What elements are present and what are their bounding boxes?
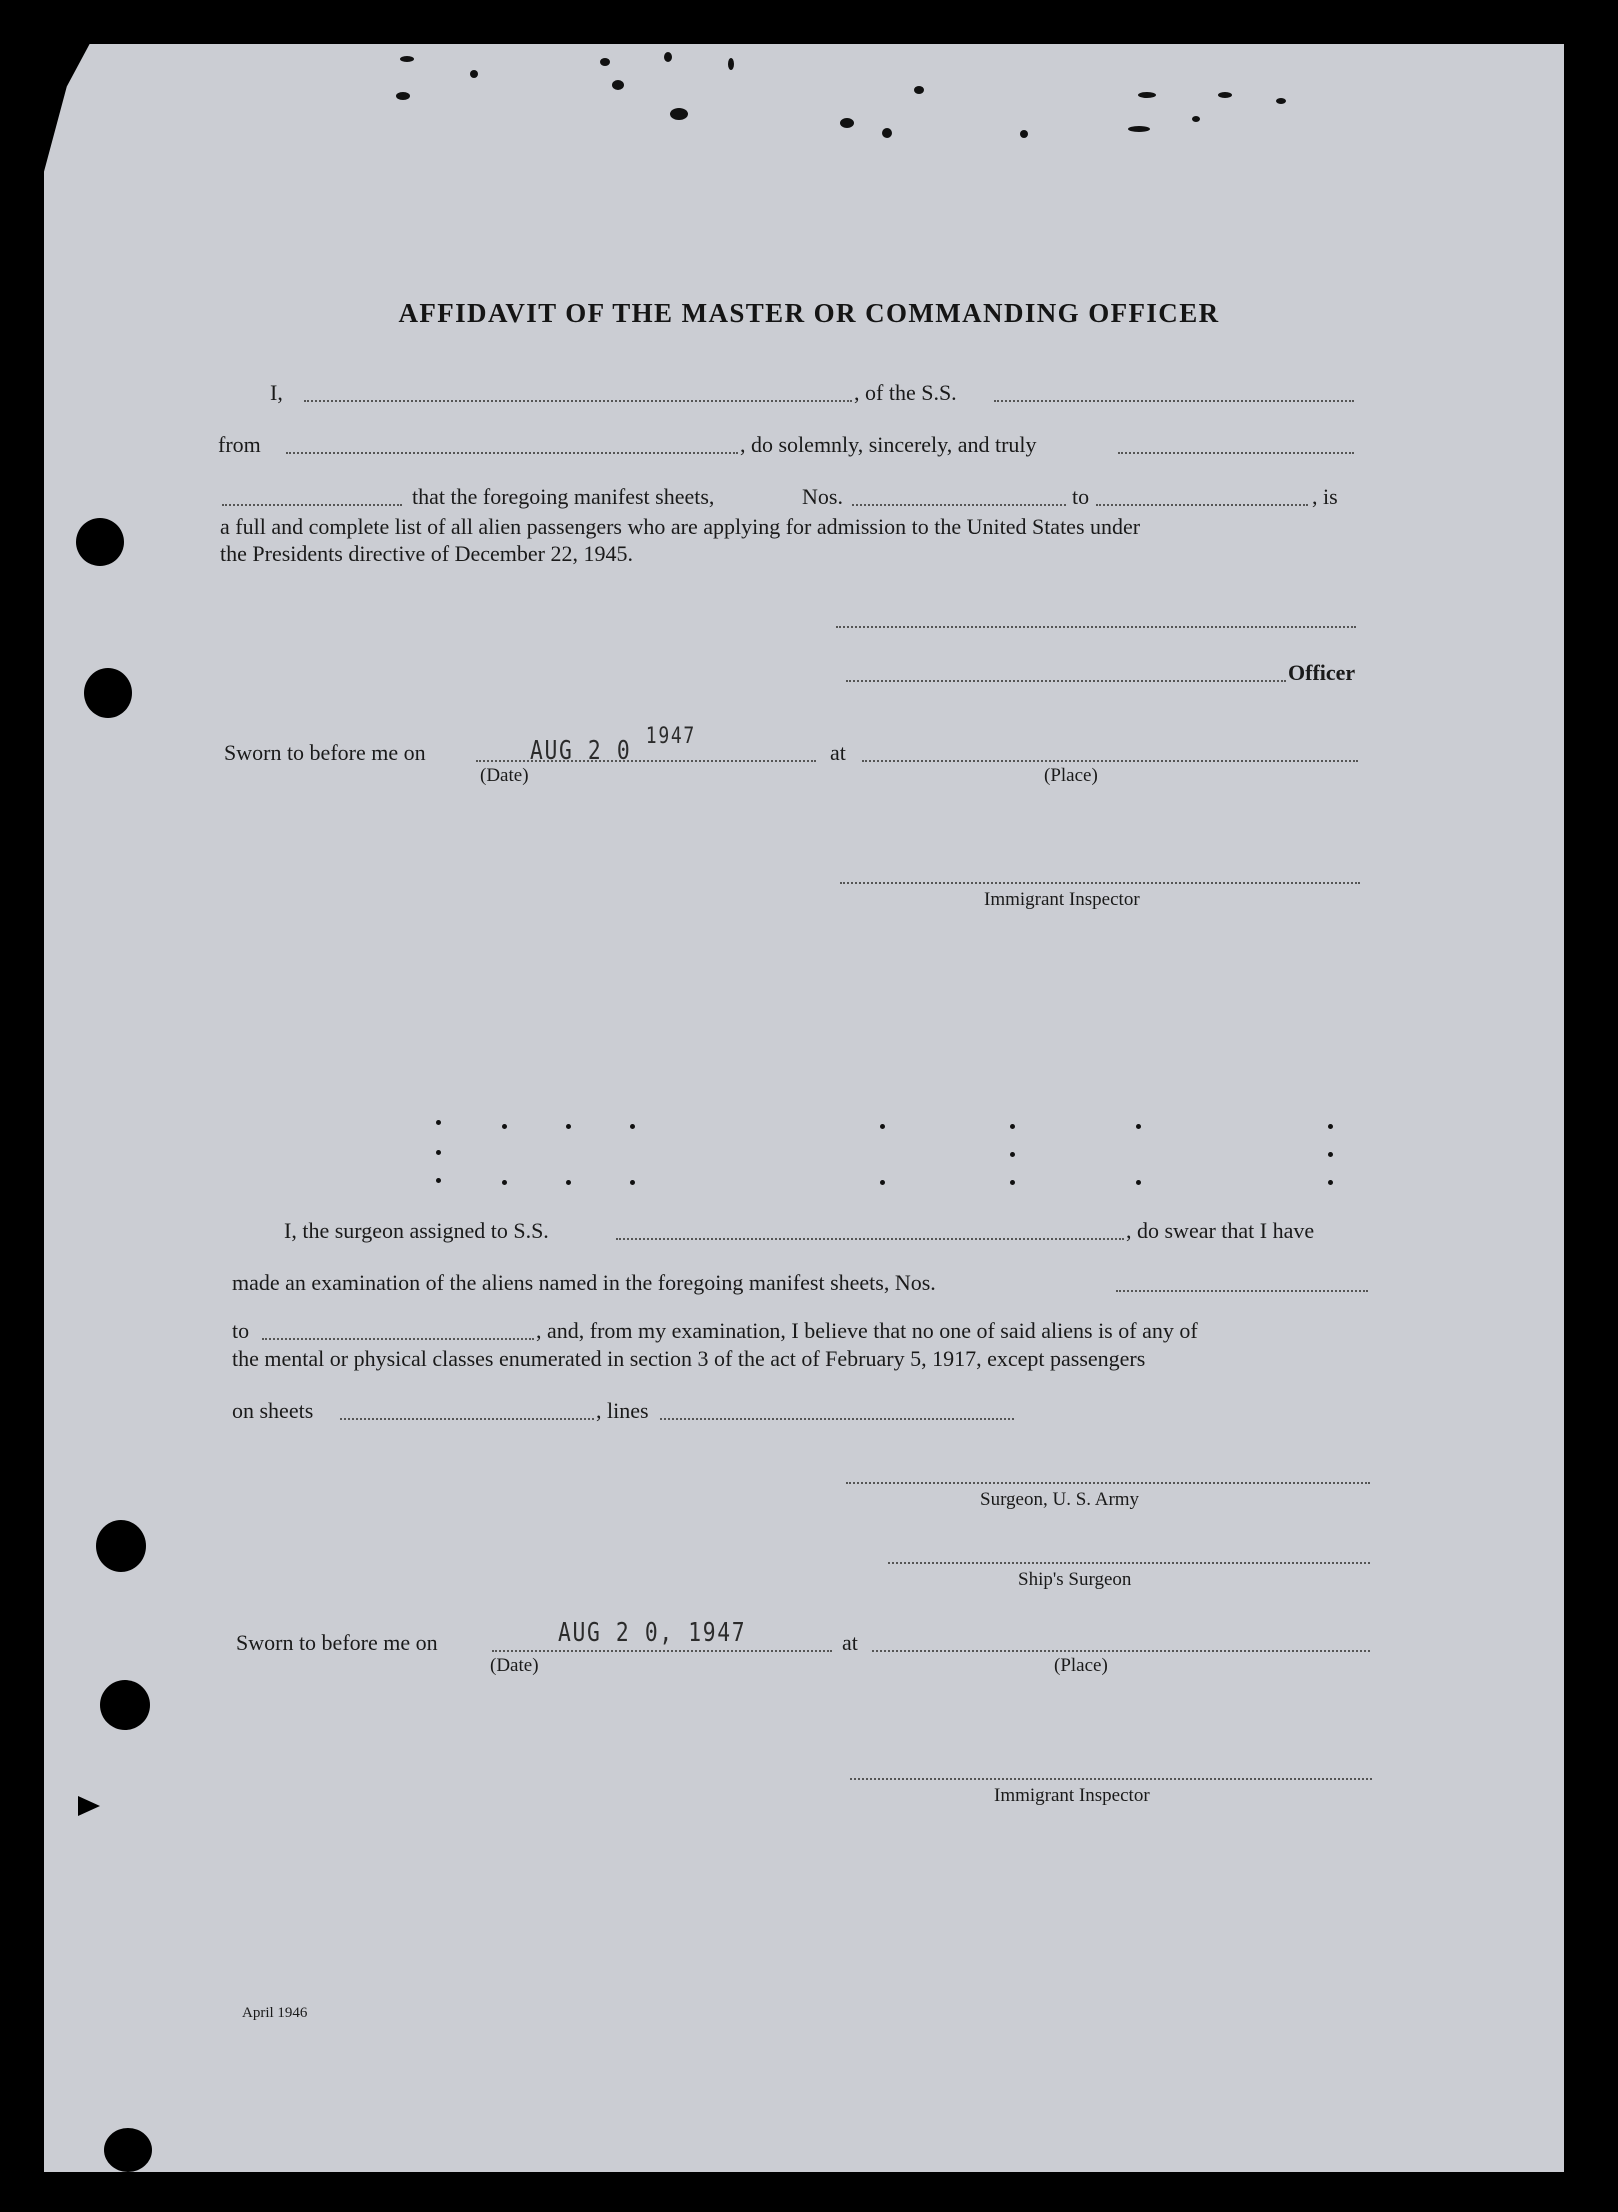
master-line3-mid: that the foregoing manifest sheets, [412,484,715,509]
surgeon-line5-mid: , lines [596,1398,649,1423]
officer-signature-line [846,680,1286,682]
master-line2-mid: , do solemnly, sincerely, and truly [740,432,1037,457]
surgeon-place-label: (Place) [1054,1655,1108,1676]
army-surgeon-signature-line [846,1482,1370,1484]
document-title: AFFIDAVIT OF THE MASTER OR COMMANDING OFFICER [398,298,1220,328]
master-line2-prefix: from [218,432,261,457]
surgeon-inspector-label: Immigrant Inspector [994,1785,1150,1806]
surgeon-date-field [492,1650,832,1652]
master-line1-mid: , of the S.S. [854,380,957,405]
officer-label: Officer [1288,660,1356,685]
surgeon-line3-suffix: , and, from my examination, I believe that no one of said aliens is of any of [536,1318,1198,1343]
ships-surgeon-signature-line [888,1562,1370,1564]
master-line1-prefix: I, [270,380,283,405]
surgeon-line2: made an examination of the aliens named in the foregoing manifest sheets, Nos. [232,1270,936,1295]
master-at-label: at [830,740,846,765]
master-inspector-line [840,882,1360,884]
surgeon-line1-prefix: I, the surgeon assigned to S.S. [284,1218,549,1243]
document-page [44,44,1564,2172]
punch-hole [96,1520,146,1572]
sheet-from-field [852,504,1066,506]
master-line4: a full and complete list of all alien passengers who are applying for admission to the United States under [220,514,1141,539]
master-place-field [862,760,1358,762]
surgeon-line1-suffix: , do swear that I have [1126,1218,1315,1243]
declare-field [1118,452,1354,454]
surgeon-sheet-to-field [262,1338,534,1340]
surgeon-line4: the mental or physical classes enumerated in section 3 of the act of February 5, 1917, except passengers [232,1346,1146,1371]
declare-cont-field [222,504,402,506]
master-date-stamp: AUG 2 0 $^{1947}$ [530,724,696,766]
punch-hole [104,2128,152,2172]
surgeon-sheets-field [340,1418,594,1420]
master-name-field [304,400,852,402]
master-inspector-label: Immigrant Inspector [984,889,1140,910]
surgeon-sworn-label: Sworn to before me on [236,1630,438,1655]
surgeon-place-field [872,1650,1370,1652]
punch-hole [84,668,132,718]
master-place-label: (Place) [1044,765,1098,786]
surgeon-lines-field [660,1418,1014,1420]
from-port-field [286,452,738,454]
master-sworn-label: Sworn to before me on [224,740,426,765]
master-signature-line [836,626,1356,628]
ship-name-field [994,400,1354,402]
punch-hole [100,1680,150,1730]
surgeon-line3-prefix: to [232,1318,250,1343]
surgeon-inspector-line [850,1778,1372,1780]
master-nos-label: Nos. [802,484,843,509]
edge-notch [78,1796,100,1816]
surgeon-date-label: (Date) [490,1655,539,1676]
surgeon-sheet-from-field [1116,1290,1368,1292]
master-line5: the Presidents directive of December 22, 1945. [220,541,633,566]
punch-hole [76,518,124,566]
form-date: April 1946 [242,2005,308,2021]
surgeon-at-label: at [842,1630,858,1655]
master-date-label: (Date) [480,765,529,786]
surgeon-line5-prefix: on sheets [232,1398,314,1423]
master-to-label: to [1072,484,1090,509]
sheet-to-field [1096,504,1308,506]
ships-surgeon-label: Ship's Surgeon [1018,1569,1132,1590]
surgeon-date-stamp: AUG 2 0, 1947 [558,1618,747,1648]
surgeon-ship-field [616,1238,1124,1240]
master-is-label: , is [1312,484,1338,509]
army-surgeon-label: Surgeon, U. S. Army [980,1489,1140,1510]
